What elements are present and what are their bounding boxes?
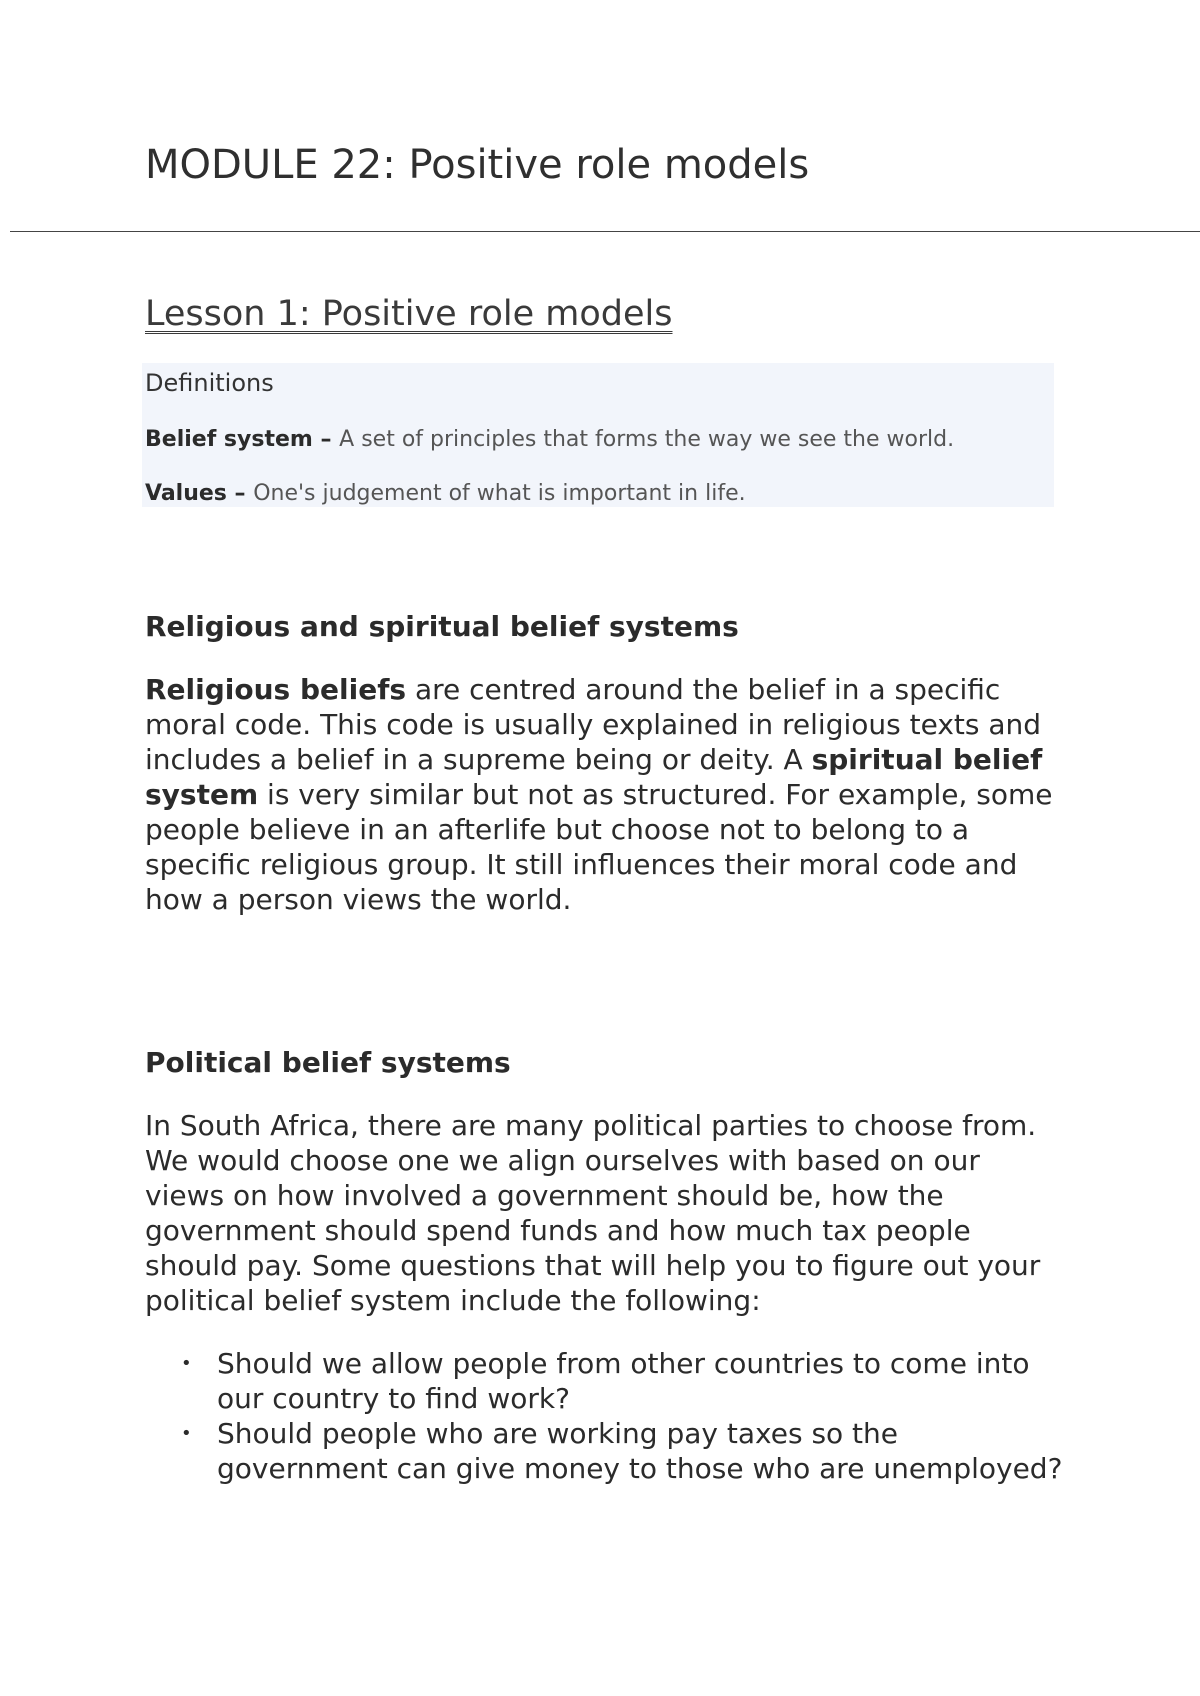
list-item <box>145 1346 1065 1416</box>
list-item-text: Should we allow people from other countries to come into our country to find work? <box>217 1347 1030 1415</box>
political-section-heading: Political belief systems <box>145 1046 511 1079</box>
list-item-text: Should people who are working pay taxes so the government can give money to those who are unemployed? <box>217 1417 1063 1485</box>
religious-beliefs-term: Religious beliefs <box>145 673 407 706</box>
political-paragraph: In South Africa, there are many political parties to choose from. We would choose one we align ourselves with based on our views on how involved a government should be, how the government should spend funds and how much tax people should pay. Some questions that will help you to figure out your political belief system include the following: <box>145 1109 1041 1317</box>
lesson-title: Lesson 1: Positive role models <box>145 294 673 334</box>
definition-separator: – <box>226 481 254 506</box>
definition-text: One's judgement of what is important in life. <box>253 481 746 506</box>
bullet-marker: • <box>181 1353 192 1374</box>
definitions-box <box>142 363 1054 507</box>
module-title: MODULE 22: Positive role models <box>145 142 810 188</box>
title-divider <box>10 231 1200 232</box>
definitions-heading: Definitions <box>145 369 274 397</box>
spiritual-belief-system-term: spiritual belief system <box>145 743 1043 811</box>
religious-text-1: are centred around the belief in a specific moral code. This code is usually explained in religious texts and includes a belief in a supreme being or deity. A <box>145 673 1042 776</box>
definition-term: Belief system <box>145 427 313 452</box>
definition-separator: – <box>312 427 340 452</box>
definition-term: Values <box>145 481 227 506</box>
religious-section-heading: Religious and spiritual belief systems <box>145 610 739 643</box>
list-item <box>145 1416 1065 1486</box>
definition-belief-system <box>145 427 954 452</box>
definition-values <box>145 481 746 506</box>
bullet-marker: • <box>181 1423 192 1444</box>
definition-text: A set of principles that forms the way we see the world. <box>339 427 955 452</box>
religious-text-2: is very similar but not as structured. For example, some people believe in an afterlife but choose not to belong to a specific religious group. It still influences their moral code and how a person views the world. <box>145 778 1053 916</box>
questions-list <box>145 1346 1065 1486</box>
religious-paragraph <box>145 672 1065 917</box>
